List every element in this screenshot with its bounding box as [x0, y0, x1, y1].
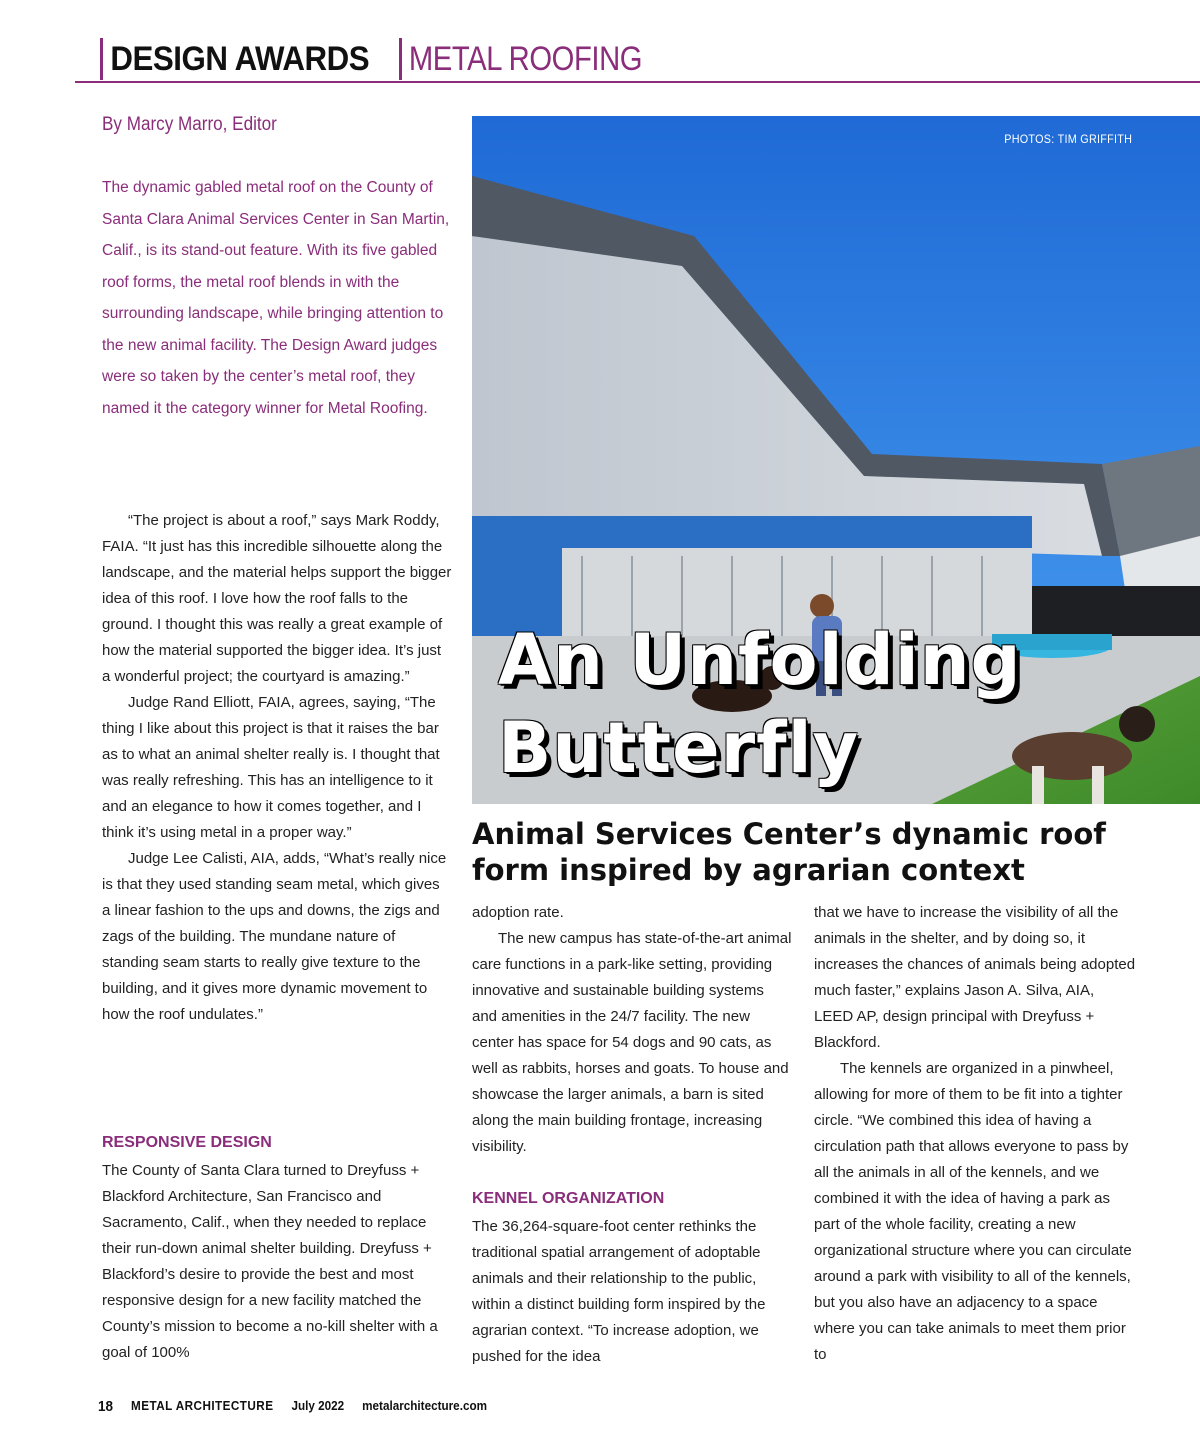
column-2 — [472, 900, 792, 1370]
section-title: DESIGN AWARDS — [110, 39, 370, 78]
headline-line-2: Butterfly — [498, 707, 860, 789]
byline: By Marcy Marro, Editor — [102, 114, 277, 135]
subhead-responsive-design: RESPONSIVE DESIGN — [102, 1134, 272, 1151]
column-1-bottom — [102, 1130, 452, 1366]
article-deck: Animal Services Center’s dynamic roof form inspired by agrarian context — [472, 817, 1106, 887]
paragraph: The 36,264-square-foot center rethinks the traditional spatial arrangement of adoptable animals and their relationship to the public, within a distinct building form inspired by the agrarian context. “To increase adoption, we pushed for the idea — [472, 1218, 766, 1365]
photo-credit: PHOTOS: TIM GRIFFITH — [1003, 132, 1132, 146]
column-3 — [814, 900, 1136, 1368]
section-subtitle: METAL ROOFING — [409, 39, 643, 78]
intro-paragraph: The dynamic gabled metal roof on the County of Santa Clara Animal Services Center in San Martin, Calif., is its stand-out feature. With its five gabled roof forms, the metal roof blends in with the surrounding landscape, while bringing attention to the new animal facility. The Design Award judges were so taken by the center’s metal roof, they named it the category winner for Metal Roofing. — [102, 179, 450, 417]
paragraph: The kennels are organized in a pinwheel, allowing for more of them to be fit into a tighter circle. “We combined this idea of having a circulation path that allows everyone to pass by all the animals in all of the kennels, and we combined it with the idea of having a park as part of the whole facility, creating a new organizational structure where you can circulate around a park with visibility to all of the kennels, but you also have an adjacency to a space where you can take animals to meet them prior to — [814, 1060, 1132, 1363]
header-rule — [75, 81, 1200, 83]
headline-line-1: An Unfolding — [498, 619, 1022, 701]
article-headline — [498, 616, 1178, 792]
page-number: 18 — [98, 1398, 114, 1415]
paragraph: The new campus has state-of-the-art animal care functions in a park-like setting, providing innovative and sustainable building systems and amenities in the 24/7 facility. The new center has space for 54 dogs and 90 cats, as well as rabbits, horses and goats. To house and showcase the larger animals, a barn is sited along the main building frontage, increasing visibility. — [472, 930, 792, 1155]
paragraph: adoption rate. — [472, 904, 564, 921]
magazine-name: METAL ARCHITECTURE — [131, 1398, 274, 1413]
subhead-kennel-organization: KENNEL ORGANIZATION — [472, 1190, 665, 1207]
paragraph: “The project is about a roof,” says Mark Roddy, FAIA. “It just has this incredible silhouette along the landscape, and the material helps support the bigger idea of this roof. I love how the roof falls to the ground. I thought this was really a great example of how the material supported the bigger idea. It’s just a wonderful project; the courtyard is amazing.” — [102, 512, 452, 685]
hero-photo — [472, 116, 1200, 804]
paragraph: Judge Lee Calisti, AIA, adds, “What’s really nice is that they used standing seam metal, which gives a linear fashion to the ups and downs, the zigs and zags of the building. The mundane nature of standing seam starts to really give texture to the building, and it gives more dynamic movement to how the roof undulates.” — [102, 850, 447, 1023]
issue-date: July 2022 — [291, 1398, 345, 1413]
website-url: metalarchitecture.com — [362, 1398, 488, 1413]
paragraph: Judge Rand Elliott, FAIA, agrees, saying, “The thing I like about this project is that it raises the bar as to what an animal shelter really is. I thought that was really refreshing. This has an intelligence to it and an elegance to how it comes together, and I think it’s using metal in a proper way.” — [102, 694, 440, 841]
section-header — [100, 36, 681, 82]
paragraph: that we have to increase the visibility of all the animals in the shelter, and by doing so, it increases the chances of animals being adopted much faster,” explains Jason A. Silva, AIA, LEED AP, design principal with Dreyfuss + Blackford. — [814, 904, 1136, 1051]
column-1-top — [102, 508, 452, 1028]
page-folio — [98, 1398, 487, 1415]
paragraph: The County of Santa Clara turned to Dreyfuss + Blackford Architecture, San Francisco and Sacramento, Calif., when they needed to replace their run-down animal shelter building. Dreyfuss + Blackford’s desire to provide the best and most responsive design for a new facility matched the County’s mission to become a no-kill shelter with a goal of 100% — [102, 1162, 438, 1361]
